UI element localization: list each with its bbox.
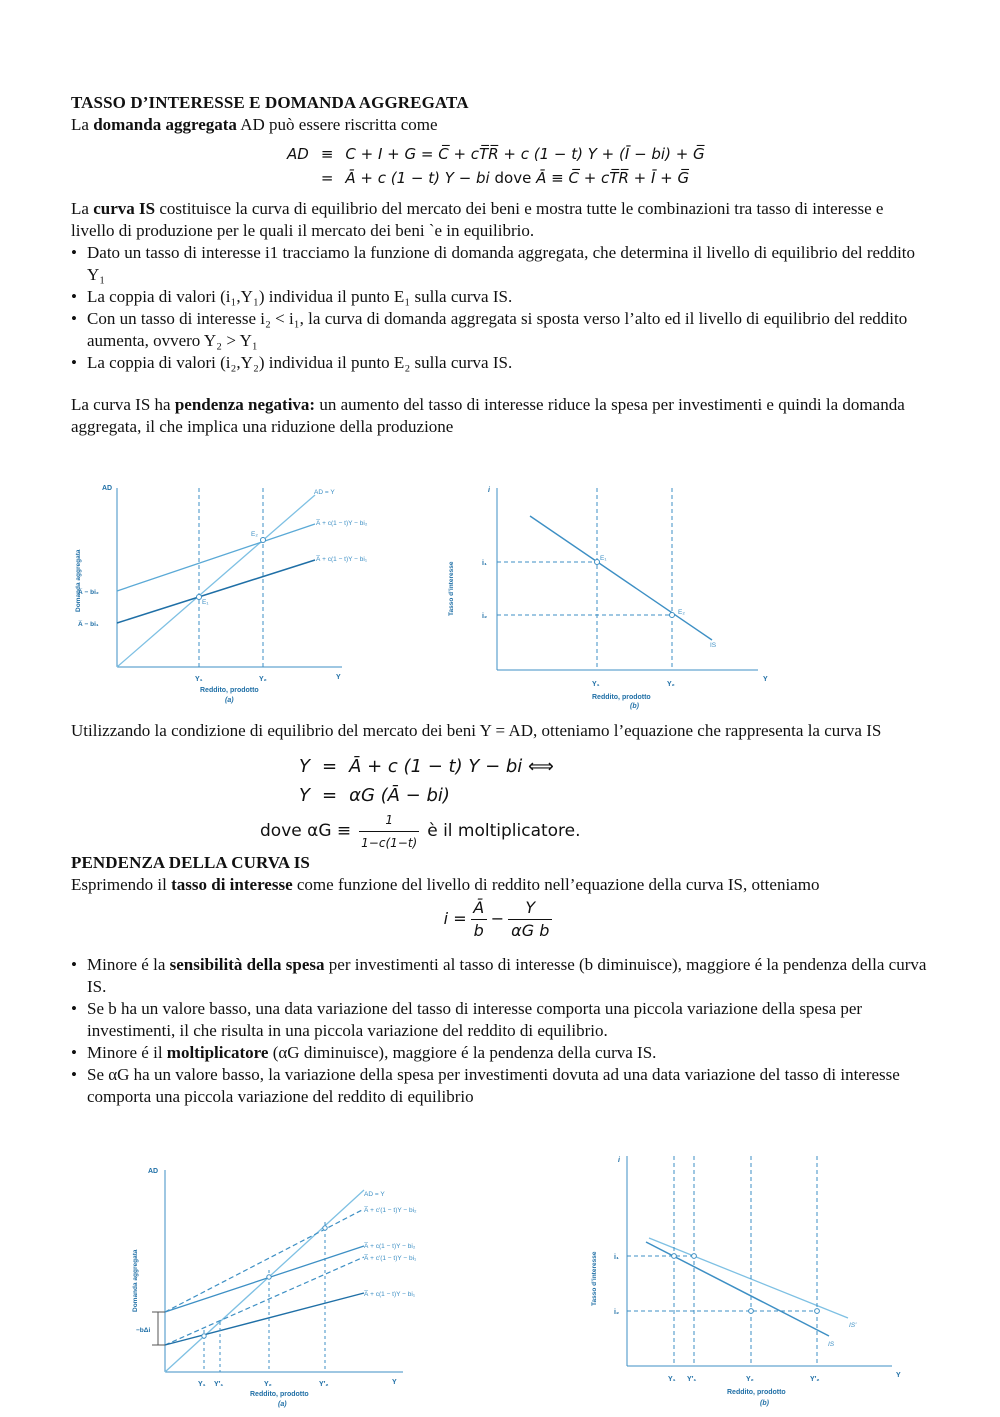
x-axis-label: Reddito, prodotto [592,694,651,701]
tick-label: Y [763,676,768,683]
figure2-panel-b [584,1148,914,1417]
tick-label: Y₁ [592,681,600,688]
tick-label: i₂ [482,613,488,620]
x-axis-label: Reddito, prodotto [250,1391,309,1398]
curve-label: IS [710,642,717,649]
is-curve-paragraph: La curva IS costituisce la curva di equilibrio del mercato dei beni e mostra tutte le combinazioni tra tasso di interesse e livello di produzione per le quali il mercato dei beni `e in equilibrio. [71,199,884,240]
delta-label: −bΔi [136,1327,151,1334]
tick-label: Y₂ [746,1376,754,1383]
equilibrium-paragraph: Utilizzando la condizione di equilibrio del mercato dei beni Y = AD, otteniamo l’equazione che rappresenta la curva IS [71,721,882,740]
axis-top-label: i [488,487,490,494]
y-axis-label: Tasso d’interesse [448,561,455,616]
tick-label: A̅ − bi₁ [78,621,99,628]
interest-equation: i = $\frac{Ā}{b}$ − $\frac{Y}{\text{αG b}}$ [69,896,931,942]
list-item: • La coppia di valori (i₁,Y₁) individua il punto E₁ sulla curva IS. [71,286,931,308]
list-item: • La coppia di valori (i₂,Y₂) individua il punto E₂ sulla curva IS. [71,352,931,374]
multiplier-fraction: 1 1−c(1−t) [359,809,419,854]
line-label: A̅ + c(1 − t)Y − bi₁ [316,556,368,563]
line-label: A̅ + c(1 − t)Y − bi₂ [364,1243,416,1250]
y-axis-label: Domanda aggregata [75,549,82,612]
line-label: AD = Y [364,1191,385,1198]
list-item: • Minore é il moltiplicatore (αG diminuisce), maggiore é la pendenza della curva IS. [71,1042,931,1064]
line-label: AD = Y [314,489,335,496]
slope-paragraph: La curva IS ha pendenza negativa: un aumento del tasso di interesse riduce la spesa per investimenti e quindi la domanda aggregata, il che implica una riduzione della produzione [71,395,905,436]
list-item: • Se b ha un valore basso, una data variazione del tasso di interesse comporta una piccola variazione della spesa per investimenti, il che risulta in una piccola variazione del reddito di equilibrio. [71,998,931,1042]
tick-label: Y₂ [259,676,267,683]
multiplier-definition: dove αG ≡ 1 1−c(1−t) è il moltiplicatore. [260,814,931,848]
tick-label: Y₂ [667,681,675,688]
axis-top-label: AD [148,1168,159,1175]
document-page-2 [71,720,931,1108]
slope-bullets [71,954,931,1108]
y-axis-label: Domanda aggregata [132,1249,139,1312]
section-title-is: TASSO D’INTERESSE E DOMANDA AGGREGATA [71,93,469,112]
line-label: A̅ + c′(1 − t)Y − bi₂ [364,1207,417,1214]
axis-top-label: AD [102,485,113,492]
tick-label: Y′₂ [810,1376,820,1383]
tick-label: A̅ − bi₂ [78,589,99,596]
ad-equation: AD ≡ C + I + G = C̅ + cT̅R̅ + c (1 − t) Y + (Ī − bi) + G̅ = Ā + c (1 − t) Y − bi dove Ā ≡ C̅ + cT̅R̅ + Ī + G̅ [287,145,705,187]
tick-label: Y [896,1372,901,1379]
point-label: E₂ [251,531,258,538]
line-label: A̅ + c(1 − t)Y − bi₁ [364,1291,416,1298]
y-axis-label: Tasso d’interesse [591,1251,598,1306]
x-axis-label: Reddito, prodotto [727,1389,786,1396]
figure-caption: (b) [630,703,639,710]
list-item: • Se αG ha un valore basso, la variazione della spesa per investimenti dovuta ad una data variazione del tasso di interesse comporta una piccola variazione del reddito di equilibrio [71,1064,931,1108]
tick-label: Y [392,1379,397,1386]
tick-label: Y [336,674,341,681]
tick-label: i₂ [614,1309,620,1316]
figure2-panel-a [128,1160,448,1415]
line-label: A̅ + c(1 − t)Y − bi₂ [316,520,368,527]
tick-label: Y₁ [195,676,203,683]
list-item: • Con un tasso di interesse i₂ < i₁, la curva di domanda aggregata si sposta verso l’alto ed il livello di equilibrio del reddito aumenta, ovvero Y₂ > Y₁ [71,308,931,352]
intro-paragraph: La domanda aggregata AD può essere riscritta come [71,115,438,134]
x-axis-label: Reddito, prodotto [200,687,259,694]
figure1-panel-b [440,480,780,715]
tick-label: Y′₁ [687,1376,697,1383]
is-bullets [71,242,931,374]
list-item: • Dato un tasso di interesse i1 tracciamo la funzione di domanda aggregata, che determina il livello di equilibrio del reddito Y₁ [71,242,931,286]
line-label: A̅ + c′(1 − t)Y − bi₁ [364,1255,417,1262]
figure-caption: (a) [278,1401,287,1408]
is-equation: Y = Ā + c (1 − t) Y − bi ⟺ Y = αG (Ā − bi) [299,755,554,806]
point-label: E₂ [678,609,685,616]
tick-label: Y₁ [198,1381,206,1388]
figure1-panel-a [70,480,370,715]
interest-paragraph: Esprimendo il tasso di interesse come funzione del livello di reddito nell’equazione della curva IS, otteniamo [71,875,820,894]
tick-label: Y′₂ [319,1381,329,1388]
point-label: E₁ [600,555,607,562]
curve-label: IS [828,1341,835,1348]
point-label: E₁ [202,599,209,606]
tick-label: Y₂ [264,1381,272,1388]
list-item: • Minore é la sensibilità della spesa per investimenti al tasso di interesse (b diminuisce), maggiore é la pendenza della curva IS. [71,954,931,998]
figure-caption: (b) [760,1400,769,1407]
tick-label: Y₁ [668,1376,676,1383]
tick-label: i₁ [482,560,487,567]
section-title-slope: PENDENZA DELLA CURVA IS [71,853,310,872]
figure-caption: (a) [225,697,234,704]
axis-top-label: i [618,1157,620,1164]
curve-label: IS′ [849,1322,857,1329]
tick-label: i₁ [614,1254,619,1261]
document-page [71,92,931,438]
tick-label: Y′₁ [214,1381,224,1388]
